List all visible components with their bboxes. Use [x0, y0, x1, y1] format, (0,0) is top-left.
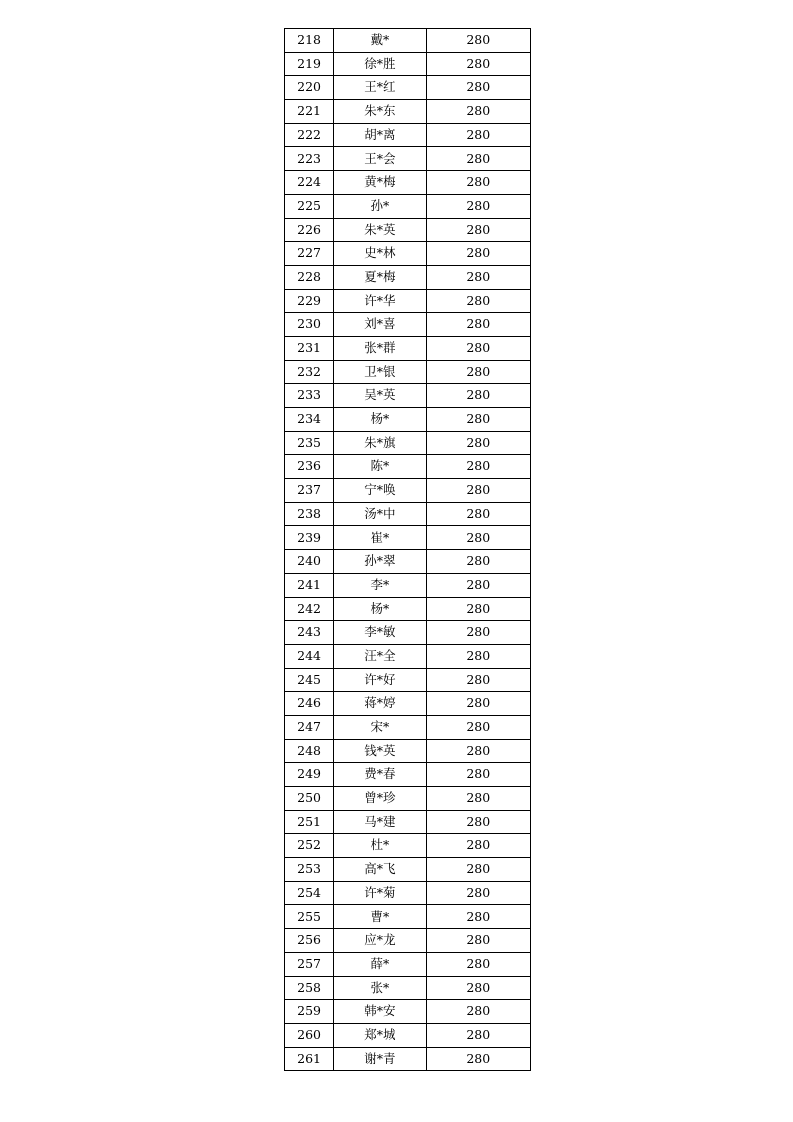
name-cell: 夏*梅 [334, 265, 426, 289]
amount-cell: 280 [426, 408, 530, 432]
row-number-cell: 234 [285, 408, 334, 432]
name-cell: 应*龙 [334, 929, 426, 953]
name-cell: 谢*青 [334, 1047, 426, 1071]
name-cell: 李* [334, 573, 426, 597]
table-row [285, 834, 531, 858]
name-cell: 吴*英 [334, 384, 426, 408]
table-row [285, 787, 531, 811]
row-number-cell: 236 [285, 455, 334, 479]
name-cell: 胡*离 [334, 123, 426, 147]
name-cell: 徐*胜 [334, 52, 426, 76]
amount-cell: 280 [426, 360, 530, 384]
amount-cell: 280 [426, 147, 530, 171]
row-number-cell: 230 [285, 313, 334, 337]
amount-cell: 280 [426, 52, 530, 76]
amount-cell: 280 [426, 692, 530, 716]
table-row [285, 1000, 531, 1024]
table-row [285, 858, 531, 882]
amount-cell: 280 [426, 573, 530, 597]
row-number-cell: 249 [285, 763, 334, 787]
row-number-cell: 223 [285, 147, 334, 171]
amount-cell: 280 [426, 644, 530, 668]
name-cell: 张* [334, 976, 426, 1000]
row-number-cell: 222 [285, 123, 334, 147]
amount-cell: 280 [426, 384, 530, 408]
row-number-cell: 251 [285, 810, 334, 834]
name-cell: 孙*翠 [334, 550, 426, 574]
name-cell: 孙* [334, 194, 426, 218]
name-cell: 陈* [334, 455, 426, 479]
table-row [285, 52, 531, 76]
table-row [285, 810, 531, 834]
row-number-cell: 233 [285, 384, 334, 408]
amount-cell: 280 [426, 479, 530, 503]
name-cell: 汪*全 [334, 644, 426, 668]
amount-cell: 280 [426, 739, 530, 763]
row-number-cell: 240 [285, 550, 334, 574]
amount-cell: 280 [426, 218, 530, 242]
name-cell: 杨* [334, 408, 426, 432]
name-cell: 许*好 [334, 668, 426, 692]
name-cell: 蒋*婷 [334, 692, 426, 716]
row-number-cell: 254 [285, 881, 334, 905]
table-row [285, 100, 531, 124]
name-cell: 刘*喜 [334, 313, 426, 337]
row-number-cell: 242 [285, 597, 334, 621]
row-number-cell: 221 [285, 100, 334, 124]
table-row [285, 502, 531, 526]
name-cell: 崔* [334, 526, 426, 550]
table-row [285, 644, 531, 668]
table-row [285, 526, 531, 550]
name-cell: 卫*银 [334, 360, 426, 384]
amount-cell: 280 [426, 597, 530, 621]
row-number-cell: 239 [285, 526, 334, 550]
row-number-cell: 250 [285, 787, 334, 811]
table-row [285, 147, 531, 171]
name-cell: 朱*东 [334, 100, 426, 124]
name-cell: 曹* [334, 905, 426, 929]
amount-cell: 280 [426, 929, 530, 953]
name-cell: 薛* [334, 952, 426, 976]
amount-cell: 280 [426, 265, 530, 289]
row-number-cell: 241 [285, 573, 334, 597]
roster-table [284, 28, 531, 1071]
table-row [285, 360, 531, 384]
row-number-cell: 259 [285, 1000, 334, 1024]
table-row [285, 265, 531, 289]
row-number-cell: 260 [285, 1023, 334, 1047]
table-row [285, 976, 531, 1000]
amount-cell: 280 [426, 858, 530, 882]
amount-cell: 280 [426, 952, 530, 976]
amount-cell: 280 [426, 76, 530, 100]
table-row [285, 479, 531, 503]
amount-cell: 280 [426, 431, 530, 455]
row-number-cell: 235 [285, 431, 334, 455]
amount-cell: 280 [426, 502, 530, 526]
row-number-cell: 256 [285, 929, 334, 953]
amount-cell: 280 [426, 763, 530, 787]
row-number-cell: 253 [285, 858, 334, 882]
amount-cell: 280 [426, 1023, 530, 1047]
row-number-cell: 229 [285, 289, 334, 313]
row-number-cell: 257 [285, 952, 334, 976]
amount-cell: 280 [426, 905, 530, 929]
table-row [285, 1047, 531, 1071]
table-row [285, 550, 531, 574]
table-row [285, 597, 531, 621]
name-cell: 郑*城 [334, 1023, 426, 1047]
table-row [285, 739, 531, 763]
table-row [285, 952, 531, 976]
name-cell: 朱*英 [334, 218, 426, 242]
amount-cell: 280 [426, 881, 530, 905]
row-number-cell: 246 [285, 692, 334, 716]
row-number-cell: 227 [285, 242, 334, 266]
name-cell: 高*飞 [334, 858, 426, 882]
amount-cell: 280 [426, 313, 530, 337]
row-number-cell: 224 [285, 171, 334, 195]
name-cell: 张*群 [334, 336, 426, 360]
table-row [285, 171, 531, 195]
row-number-cell: 231 [285, 336, 334, 360]
table-row [285, 763, 531, 787]
table-row [285, 384, 531, 408]
name-cell: 王*红 [334, 76, 426, 100]
name-cell: 杜* [334, 834, 426, 858]
row-number-cell: 220 [285, 76, 334, 100]
amount-cell: 280 [426, 810, 530, 834]
row-number-cell: 232 [285, 360, 334, 384]
row-number-cell: 244 [285, 644, 334, 668]
amount-cell: 280 [426, 336, 530, 360]
table-row [285, 692, 531, 716]
roster-table-body [285, 29, 531, 1071]
amount-cell: 280 [426, 787, 530, 811]
table-row [285, 455, 531, 479]
row-number-cell: 238 [285, 502, 334, 526]
row-number-cell: 245 [285, 668, 334, 692]
table-row [285, 1023, 531, 1047]
name-cell: 韩*安 [334, 1000, 426, 1024]
row-number-cell: 219 [285, 52, 334, 76]
amount-cell: 280 [426, 242, 530, 266]
row-number-cell: 261 [285, 1047, 334, 1071]
name-cell: 宋* [334, 715, 426, 739]
table-row [285, 881, 531, 905]
table-row [285, 76, 531, 100]
name-cell: 马*建 [334, 810, 426, 834]
row-number-cell: 248 [285, 739, 334, 763]
name-cell: 黄*梅 [334, 171, 426, 195]
table-row [285, 123, 531, 147]
name-cell: 戴* [334, 29, 426, 53]
table-row [285, 194, 531, 218]
table-row [285, 29, 531, 53]
name-cell: 朱*旗 [334, 431, 426, 455]
name-cell: 宁*唤 [334, 479, 426, 503]
name-cell: 费*春 [334, 763, 426, 787]
amount-cell: 280 [426, 976, 530, 1000]
amount-cell: 280 [426, 194, 530, 218]
name-cell: 杨* [334, 597, 426, 621]
table-row [285, 905, 531, 929]
name-cell: 李*敏 [334, 621, 426, 645]
row-number-cell: 218 [285, 29, 334, 53]
name-cell: 钱*英 [334, 739, 426, 763]
amount-cell: 280 [426, 1047, 530, 1071]
table-row [285, 336, 531, 360]
amount-cell: 280 [426, 668, 530, 692]
table-row [285, 621, 531, 645]
row-number-cell: 225 [285, 194, 334, 218]
amount-cell: 280 [426, 289, 530, 313]
amount-cell: 280 [426, 100, 530, 124]
amount-cell: 280 [426, 455, 530, 479]
amount-cell: 280 [426, 123, 530, 147]
table-row [285, 431, 531, 455]
table-row [285, 929, 531, 953]
name-cell: 许*菊 [334, 881, 426, 905]
amount-cell: 280 [426, 621, 530, 645]
row-number-cell: 258 [285, 976, 334, 1000]
name-cell: 曾*珍 [334, 787, 426, 811]
amount-cell: 280 [426, 526, 530, 550]
table-row [285, 218, 531, 242]
amount-cell: 280 [426, 834, 530, 858]
row-number-cell: 226 [285, 218, 334, 242]
row-number-cell: 252 [285, 834, 334, 858]
amount-cell: 280 [426, 171, 530, 195]
table-row [285, 668, 531, 692]
table-row [285, 573, 531, 597]
row-number-cell: 243 [285, 621, 334, 645]
table-row [285, 408, 531, 432]
table-row [285, 313, 531, 337]
table-row [285, 289, 531, 313]
name-cell: 汤*中 [334, 502, 426, 526]
amount-cell: 280 [426, 550, 530, 574]
row-number-cell: 247 [285, 715, 334, 739]
row-number-cell: 237 [285, 479, 334, 503]
name-cell: 许*华 [334, 289, 426, 313]
table-row [285, 242, 531, 266]
name-cell: 王*会 [334, 147, 426, 171]
table-row [285, 715, 531, 739]
row-number-cell: 228 [285, 265, 334, 289]
amount-cell: 280 [426, 715, 530, 739]
amount-cell: 280 [426, 1000, 530, 1024]
name-cell: 史*林 [334, 242, 426, 266]
amount-cell: 280 [426, 29, 530, 53]
row-number-cell: 255 [285, 905, 334, 929]
